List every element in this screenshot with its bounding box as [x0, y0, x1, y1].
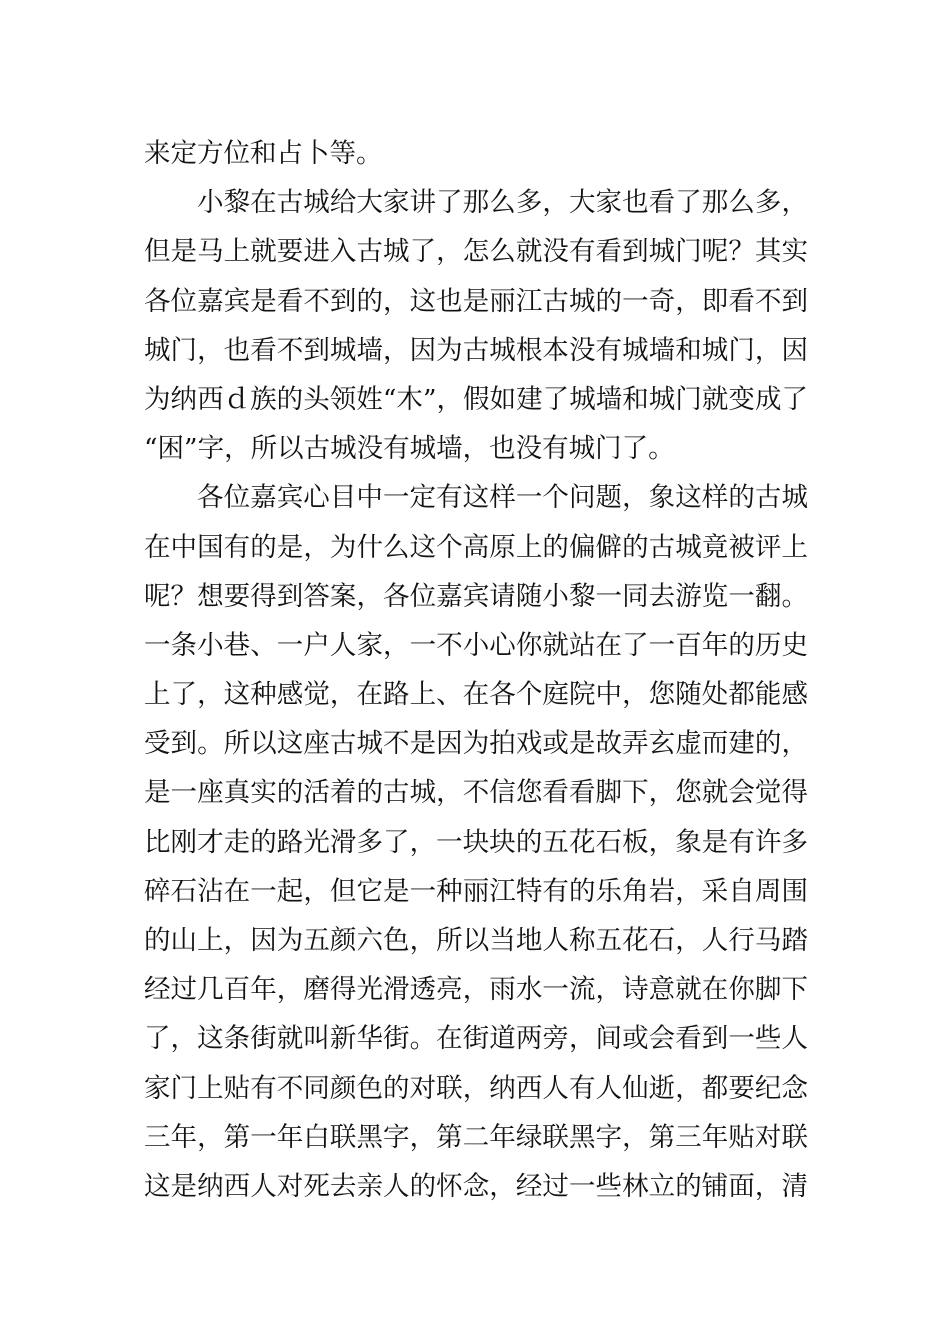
text-line: 受到。所以这座古城不是因为拍戏或是故弄玄虚而建的， [144, 728, 808, 760]
text-line: 城门，也看不到城墙，因为古城根本没有城墙和城门，因 [144, 334, 808, 366]
paragraph-start-line: 各位嘉宾心目中一定有这样一个问题，象这样的古城 [197, 482, 808, 514]
text-line: 各位嘉宾是看不到的，这也是丽江古城的一奇，即看不到 [144, 285, 808, 317]
paragraph-start-line: 小黎在古城给大家讲了那么多，大家也看了那么多， [197, 187, 808, 219]
text-line: 为纳西ｄ族的头领姓“木”，假如建了城墙和城门就变成了 [144, 383, 808, 415]
text-line: “困”字，所以古城没有城墙，也没有城门了。 [144, 433, 675, 465]
text-line: 在中国有的是，为什么这个高原上的偏僻的古城竟被评上 [144, 531, 808, 563]
text-line: 的山上，因为五颜六色，所以当地人称五花石，人行马踏 [144, 925, 808, 956]
text-line: 经过几百年，磨得光滑透亮，雨水一流，诗意就在你脚下 [144, 974, 808, 1006]
text-line: 了，这条街就叫新华街。在街道两旁，间或会看到一些人 [144, 1023, 808, 1055]
text-line: 呢？想要得到答案，各位嘉宾请随小黎一同去游览一翻。 [144, 580, 808, 612]
text-line: 比刚才走的路光滑多了，一块块的五花石板，象是有许多 [144, 826, 808, 858]
text-line: 家门上贴有不同颜色的对联，纳西人有人仙逝，都要纪念 [144, 1072, 808, 1104]
text-line: 是一座真实的活着的古城，不信您看看脚下，您就会觉得 [144, 777, 808, 809]
text-line: 上了，这种感觉，在路上、在各个庭院中，您随处都能感 [144, 679, 808, 711]
text-line: 三年，第一年白联黑字，第二年绿联黑字，第三年贴对联 [144, 1121, 808, 1153]
text-line: 一条小巷、一户人家，一不小心你就站在了一百年的历史 [144, 629, 808, 661]
text-line: 碎石沾在一起，但它是一种丽江特有的乐角岩，采自周围 [144, 875, 808, 907]
text-line: 来定方位和占卜等。 [144, 138, 383, 169]
text-line: 但是马上就要进入古城了，怎么就没有看到城门呢？其实 [144, 236, 808, 268]
text-line: 这是纳西人对死去亲人的怀念，经过一些林立的铺面，清 [144, 1170, 808, 1202]
body-text [144, 129, 808, 1211]
